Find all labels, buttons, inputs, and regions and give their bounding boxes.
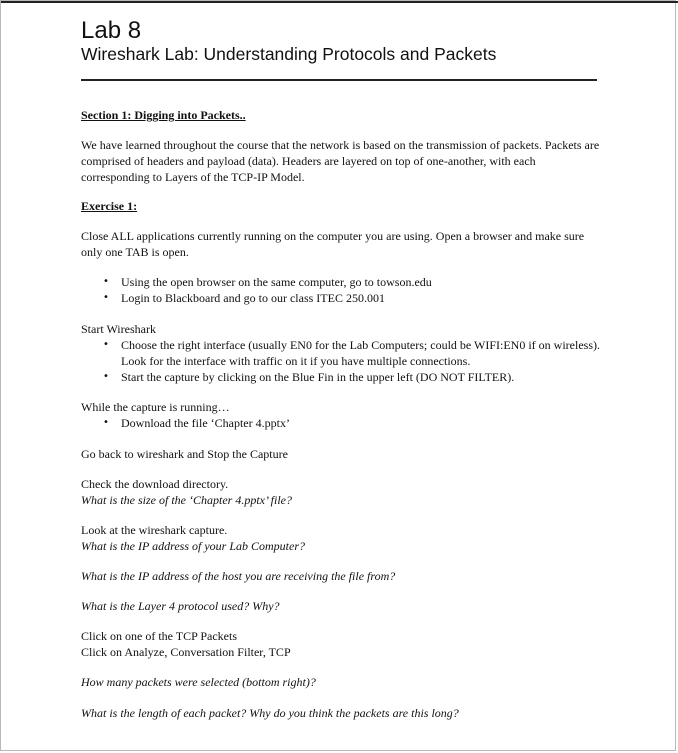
question-packet-count: How many packets were selected (bottom right)? <box>81 675 316 689</box>
bullet-list-c <box>81 415 601 431</box>
check-dir-text: Check the download directory. <box>81 477 229 491</box>
list-item: • Download the file ‘Chapter 4.pptx’ <box>81 415 601 431</box>
start-wireshark-label: Start Wireshark <box>81 322 156 336</box>
question-layer4: What is the Layer 4 protocol used? Why? <box>81 599 280 613</box>
bullet-list-a <box>81 274 601 306</box>
while-capture-label: While the capture is running… <box>81 400 230 414</box>
list-item: • Start the capture by clicking on the Blue Fin in the upper left (DO NOT FILTER). <box>81 369 601 385</box>
list-item: • Choose the right interface (usually EN0 for the Lab Computers; could be WIFI:EN0 if on wireless). Look for the interface with traffic on it if you have multiple connections. <box>81 337 601 369</box>
page-title: Lab 8 <box>81 17 142 44</box>
click-tcp-text: Click on one of the TCP Packets <box>81 629 237 643</box>
list-item: • Using the open browser on the same computer, go to towson.edu <box>81 274 601 290</box>
list-item: • Login to Blackboard and go to our class ITEC 250.001 <box>81 290 601 306</box>
question-file-size: What is the size of the ‘Chapter 4.pptx’ file? <box>81 493 292 507</box>
page-subtitle: Wireshark Lab: Understanding Protocols and Packets <box>81 44 497 64</box>
go-back-text: Go back to wireshark and Stop the Capture <box>81 447 288 461</box>
exercise-heading: Exercise 1: <box>81 199 138 213</box>
title-divider <box>81 79 597 81</box>
question-host-ip: What is the IP address of the host you are receiving the file from? <box>81 569 396 583</box>
click-analyze-text: Click on Analyze, Conversation Filter, TCP <box>81 645 291 659</box>
exercise-intro: Close ALL applications currently running on the computer you are using. Open a browser and make sure only one TAB is open. <box>81 229 585 259</box>
top-border <box>1 1 678 3</box>
question-packet-length: What is the length of each packet? Why do you think the packets are this long? <box>81 706 459 720</box>
look-capture-text: Look at the wireshark capture. <box>81 523 228 537</box>
section-intro: We have learned throughout the course that the network is based on the transmission of packets. Packets are comprised of headers and payload (data). Headers are layered on top of one-another, with each corresponding to Layers of the TCP-IP Model. <box>81 138 600 184</box>
bullet-list-b <box>81 337 601 385</box>
section-heading: Section 1: Digging into Packets.. <box>81 108 246 122</box>
question-lab-ip: What is the IP address of your Lab Computer? <box>81 539 305 553</box>
